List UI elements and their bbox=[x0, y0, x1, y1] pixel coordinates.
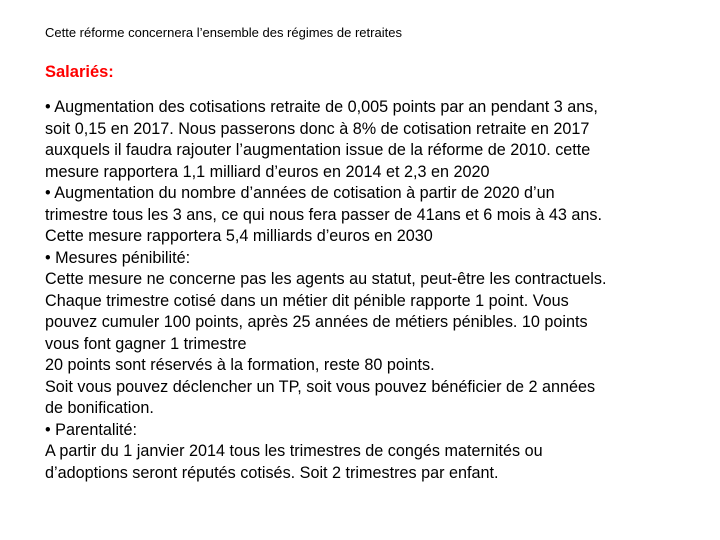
text-line: pouvez cumuler 100 points, après 25 années de métiers pénibles. 10 points bbox=[45, 313, 588, 331]
text-line: • Parentalité: bbox=[45, 420, 138, 439]
section-title: Salariés: bbox=[45, 63, 114, 81]
text-line: d’adoptions seront réputés cotisés. Soit 2 trimestres par enfant. bbox=[45, 463, 499, 482]
text-line: A partir du 1 janvier 2014 tous les trimestres de congés maternités ou bbox=[45, 442, 543, 460]
text-line: • Augmentation du nombre d’années de cotisation à partir de 2020 d’un bbox=[45, 184, 555, 202]
body-text bbox=[45, 97, 695, 484]
text-line: • Mesures pénibilité: bbox=[45, 248, 191, 267]
text-line: Chaque trimestre cotisé dans un métier dit pénible rapporte 1 point. Vous bbox=[45, 291, 569, 310]
text-line: de bonification. bbox=[45, 399, 154, 417]
text-line: 20 points sont réservés à la formation, reste 80 points. bbox=[45, 356, 435, 374]
text-line: Cette mesure ne concerne pas les agents au statut, peut-être les contractuels. bbox=[45, 270, 607, 288]
text-line: trimestre tous les 3 ans, ce qui nous fera passer de 41ans et 6 mois à 43 ans. bbox=[45, 205, 602, 224]
text-line: mesure rapportera 1,1 milliard d’euros en 2014 et 2,3 en 2020 bbox=[45, 162, 490, 181]
text-line: soit 0,15 en 2017. Nous passerons donc à 8% de cotisation retraite en 2017 bbox=[45, 119, 590, 138]
text-line: Soit vous pouvez déclencher un TP, soit vous pouvez bénéficier de 2 années bbox=[45, 377, 596, 396]
text-line: • Augmentation des cotisations retraite de 0,005 points par an pendant 3 ans, bbox=[45, 98, 598, 116]
text-line: Cette mesure rapportera 5,4 milliards d’euros en 2030 bbox=[45, 227, 433, 245]
document-header: Cette réforme concernera l’ensemble des régimes de retraites bbox=[45, 25, 402, 40]
text-line: vous font gagner 1 trimestre bbox=[45, 334, 247, 353]
text-line: auxquels il faudra rajouter l’augmentation issue de la réforme de 2010. cette bbox=[45, 141, 591, 159]
